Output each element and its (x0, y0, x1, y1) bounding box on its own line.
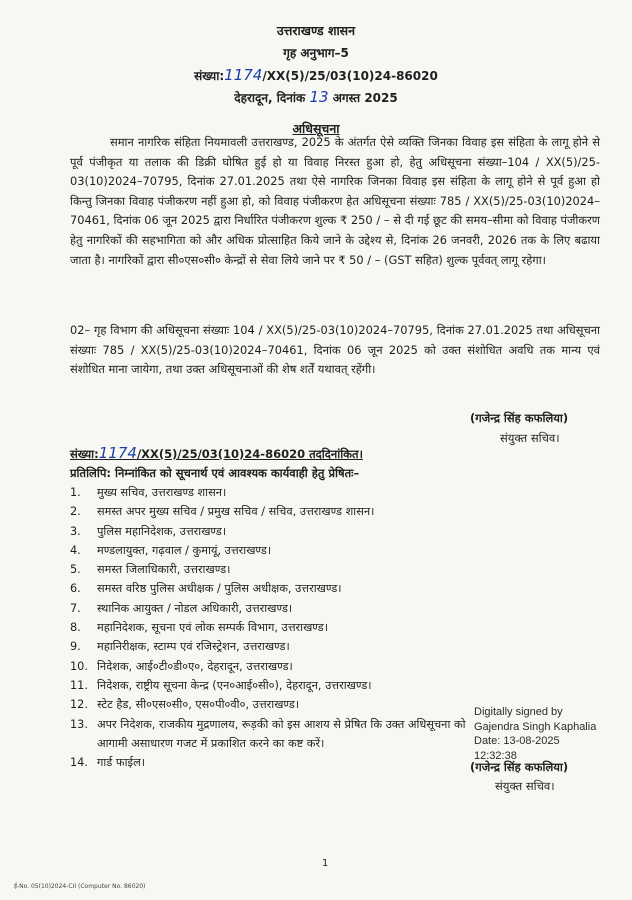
list-item-text: स्टेट हैड, सी०एस०सी०, एस०पी०वी०, उत्तराखण्ड। (97, 698, 300, 712)
list-item-number: 2. (70, 505, 81, 519)
signatory-2-name: (गजेन्द्र सिंह कफलिया) (470, 760, 569, 774)
list-item (70, 560, 466, 579)
list-item-number: 8. (70, 621, 81, 635)
copy-heading: प्रतिलिपि: निम्नांकित को सूचनार्थ एवं आवश्यक कार्यवाही हेतु प्रेषितः– (70, 466, 360, 480)
handwritten-day: 13 (309, 88, 329, 106)
list-item (70, 502, 466, 521)
list-item (70, 753, 466, 772)
list-item-text: स्थानिक आयुक्त / नोडल अधिकारी, उत्तराखण्ड। (97, 601, 293, 615)
copy-reference-number (70, 444, 363, 462)
list-item (70, 579, 466, 598)
list-item-text: मण्डलायुक्त, गढ़वाल / कुमायूं, उत्तराखण्ड। (97, 543, 272, 557)
digital-signature-block (474, 705, 596, 763)
date-prefix: देहरादून, दिनांक (234, 91, 306, 105)
digital-signature-signer: Gajendra Singh Kaphalia (474, 720, 597, 733)
list-item-number: 4. (70, 543, 81, 557)
signatory-1-designation: संयुक्त सचिव। (500, 431, 560, 445)
list-item-text: निदेशक, आई०टी०डी०ए०, देहरादून, उत्तराखण्ड। (97, 659, 293, 673)
list-item-text: महानिदेशक, सूचना एवं लोक सम्पर्क विभाग, उत्तराखण्ड। (97, 621, 329, 635)
list-item-text: समस्त अपर मुख्य सचिव / प्रमुख सचिव / सचिव, उत्तराखण्ड शासन। (97, 505, 375, 519)
place-date (0, 88, 632, 106)
list-item (70, 695, 466, 714)
department-name: गृह अनुभाग–5 (283, 46, 349, 60)
digital-signature-date: Date: 13-08-2025 (474, 735, 560, 747)
list-item-text: मुख्य सचिव, उत्तराखण्ड शासन। (97, 486, 227, 499)
copy-reference-suffix: /XX(5)/25/03(10)24-86020 तददिनांकित। (136, 447, 363, 461)
list-item (70, 676, 466, 695)
copy-recipient-list (70, 483, 466, 772)
notification-title: अधिसूचना (292, 121, 340, 136)
list-item-text: समस्त वरिष्ठ पुलिस अधीक्षक / पुलिस अधीक्षक, उत्तराखण्ड। (97, 582, 342, 596)
list-item (70, 618, 466, 637)
list-item (70, 715, 466, 734)
copy-reference-prefix: संख्या: (70, 447, 99, 461)
reference-number (0, 66, 632, 84)
list-item (70, 734, 466, 753)
signatory-1-name: (गजेन्द्र सिंह कफलिया) (470, 411, 569, 425)
list-item (70, 657, 466, 676)
list-item-number: 14. (70, 756, 88, 770)
copy-handwritten-number: 1174 (98, 444, 137, 462)
digital-signature-time: 12:32:38 (474, 749, 517, 762)
date-suffix: अगस्त 2025 (332, 91, 398, 105)
list-item-number: 1. (70, 486, 81, 499)
list-item-number: 3. (70, 524, 81, 538)
list-item-text: गार्ड फाईल। (97, 756, 146, 770)
list-item-number: 5. (70, 563, 81, 577)
digital-signature-line: Digitally signed by (474, 706, 563, 718)
paragraph-2: 02– गृह विभाग की अधिसूचना संख्याः 104 / XX(5)/25-03(10)2024–70795, दिनांक 27.01.2025 तथा अधिसूचना संख्याः 785 / XX(5)/25-03(10)2024–70461, दिनांक 06 जून 2025 को उक्त संशोधित अवधि तक मान्य एवं संशोधित माना जायेगा, तथा उक्त अधिसूचनाओं की शेष शर्तें यथावत् रहेंगी। (70, 323, 600, 377)
reference-prefix: संख्या: (194, 69, 225, 83)
list-item-text: पुलिस महानिदेशक, उत्तराखण्ड। (97, 524, 227, 538)
list-item-text: निदेशक, राष्ट्रीय सूचना केन्द्र (एन०आई०सी०), देहरादून, उत्तराखण्ड। (97, 678, 372, 692)
list-item-number: 10. (70, 659, 88, 673)
signatory-2-designation: संयुक्त सचिव। (495, 779, 555, 793)
list-item-number: 13. (70, 717, 88, 731)
list-item-text: आगामी असाधारण गजट में प्रकाशित करने का कष्ट करें। (97, 736, 325, 750)
footer-file-reference: ई-No. 05(10)2024-CII (Computer No. 86020) (14, 883, 146, 890)
list-item (70, 522, 466, 541)
list-item-text: समस्त जिलाधिकारी, उत्तराखण्ड। (97, 563, 231, 577)
list-item-number: 7. (70, 601, 81, 615)
list-item (70, 541, 466, 560)
page-number: 1 (322, 858, 329, 869)
reference-suffix: /XX(5)/25/03(10)24-86020 (262, 69, 438, 83)
list-item-number: 12. (70, 698, 88, 712)
list-item (70, 637, 466, 656)
paragraph-1: समान नागरिक संहिता नियमावली उत्तराखण्ड, 2025 के अंतर्गत ऐसे व्यक्ति जिनका विवाह इस संहिता के लागू होने से पूर्व पंजीकृत या तलाक की डिक्री घोषित हुई हो या विवाह निरस्त हुआ हो, हेतु अधिसूचना संख्या–104 / XX(5)/25-03(10)2024–70795, दिनांक 27.01.2025 तथा ऐसे नागरिक जिनका विवाह इस संहिता के लागू होने से पूर्व हुआ हो किन्तु जिनका विवाह पंजीकरण नहीं हुआ हो, को विवाह पंजीकरण हेत अधिसूचना संख्याः 785 / XX(5)/25-03(10)2024–70461, दिनांक 06 जून 2025 द्वारा निर्धारित पंजीकरण शुल्क ₹ 250 / – से दी गई छूट की समय–सीमा को विवाह पंजीकरण हेतु नागरिकों की सहभागिता को और अधिक प्रोत्साहित किये जाने के उद्देश्य से, दिनांक 26 जनवरी, 2026 तक के लिए बढाया जाता है। नागरिकों द्वारा सी०एस०सी० केन्द्रों से सेवा लिये जाने पर ₹ 50 / – (GST सहित) शुल्क पूर्ववत् लागू रहेगा। (70, 135, 600, 267)
handwritten-number: 1174 (224, 66, 263, 84)
list-item (70, 599, 466, 618)
government-name: उत्तराखण्ड शासन (276, 23, 356, 38)
list-item (70, 483, 466, 502)
list-item-text: अपर निदेशक, राजकीय मुद्रणालय, रूड़की को इस आशय से प्रेषित कि उक्त अधिसूचना को (97, 717, 466, 731)
list-item-number: 9. (70, 640, 81, 654)
list-item-text: महानिरीक्षक, स्टाम्प एवं रजिस्ट्रेशन, उत्तराखण्ड। (97, 640, 290, 654)
list-item-number: 6. (70, 582, 81, 596)
list-item-number: 11. (70, 678, 88, 692)
